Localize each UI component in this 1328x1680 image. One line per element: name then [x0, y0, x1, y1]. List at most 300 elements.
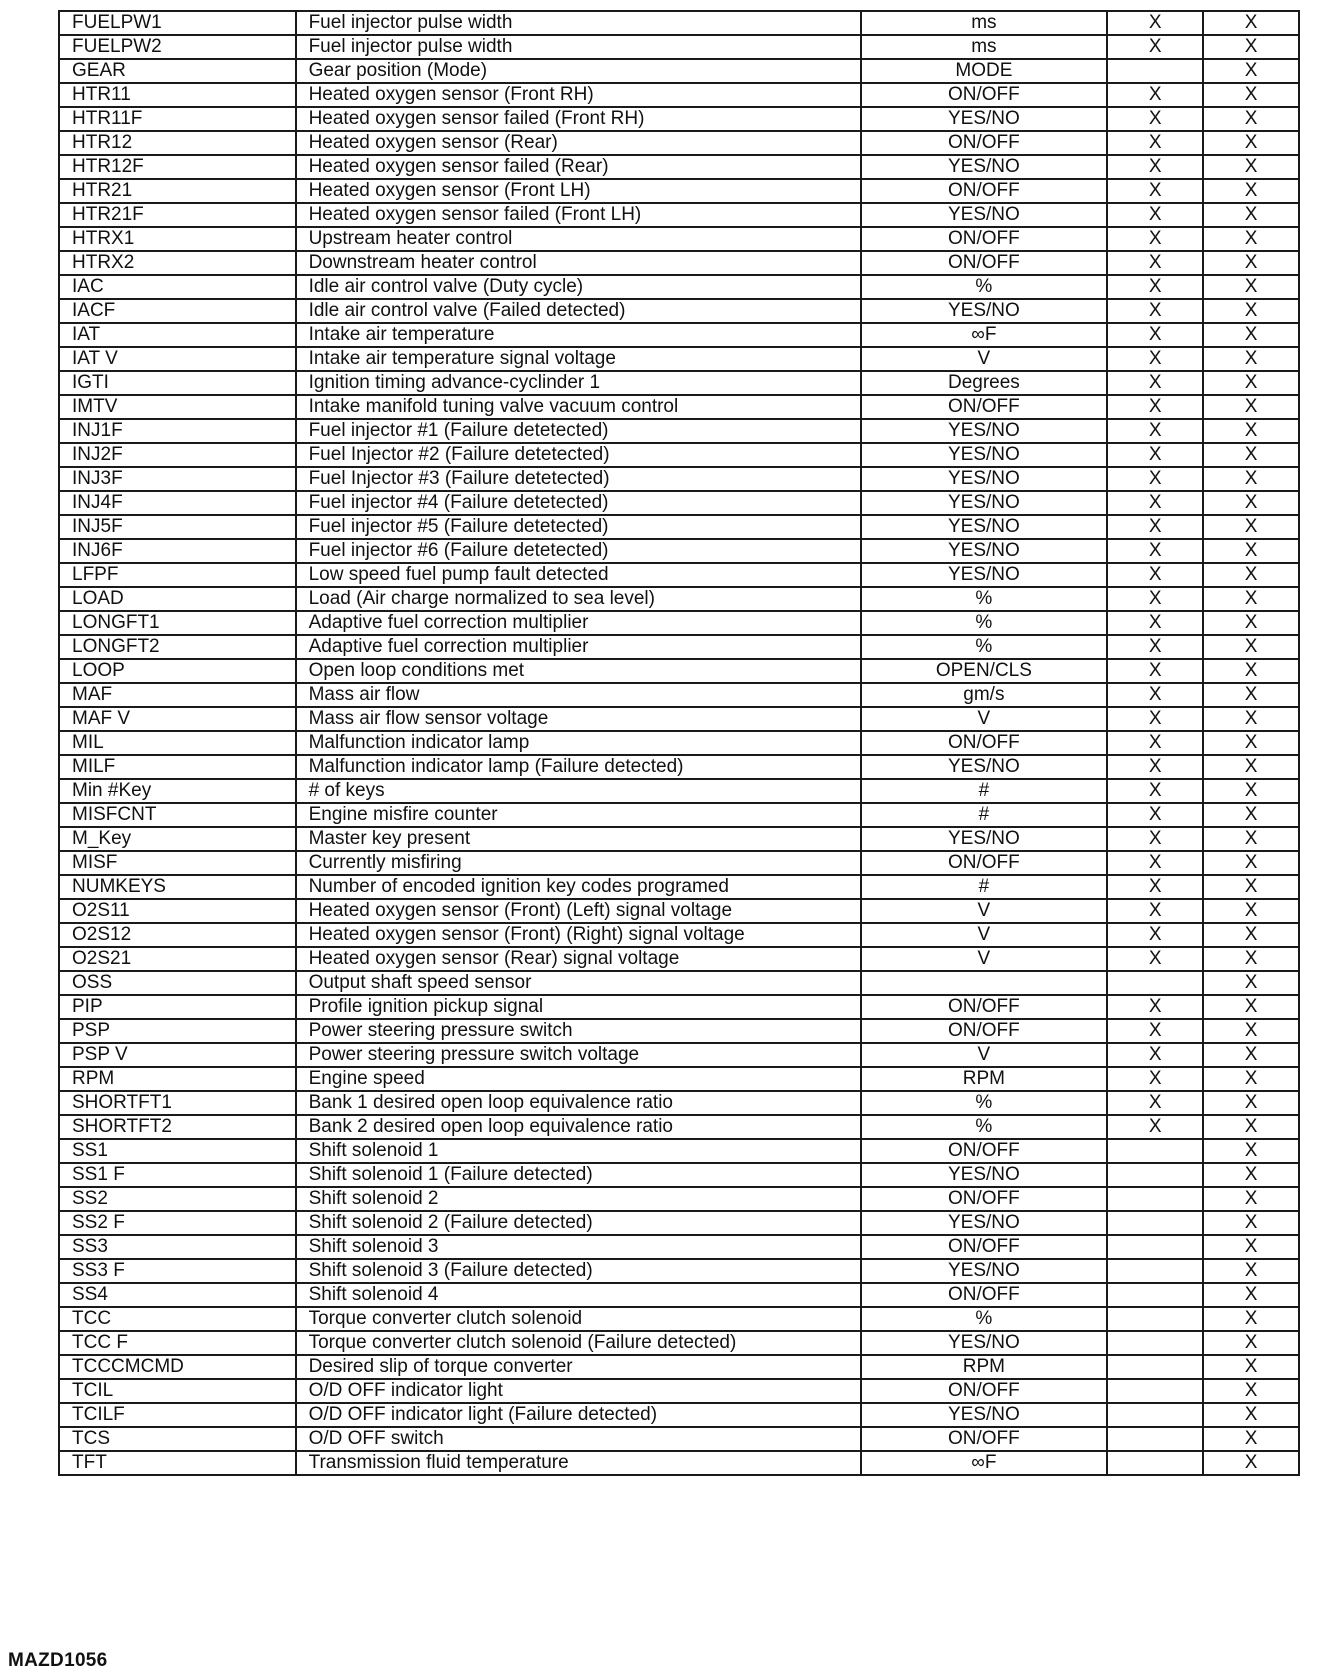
mark-cell-1	[1107, 1331, 1203, 1355]
table-row	[59, 683, 1299, 707]
mark-cell-2: X	[1203, 1067, 1299, 1091]
pid-cell: INJ1F	[59, 419, 296, 443]
mark-cell-2: X	[1203, 827, 1299, 851]
description-cell: Intake air temperature signal voltage	[296, 347, 861, 371]
pid-cell: INJ5F	[59, 515, 296, 539]
mark-cell-2: X	[1203, 731, 1299, 755]
table-row	[59, 899, 1299, 923]
unit-cell: ms	[861, 11, 1108, 35]
mark-cell-1: X	[1107, 539, 1203, 563]
table-row	[59, 1091, 1299, 1115]
pid-cell: INJ4F	[59, 491, 296, 515]
pid-cell: LOOP	[59, 659, 296, 683]
table-row	[59, 323, 1299, 347]
description-cell: Upstream heater control	[296, 227, 861, 251]
table-row	[59, 1379, 1299, 1403]
unit-cell: YES/NO	[861, 515, 1108, 539]
table-row	[59, 1187, 1299, 1211]
mark-cell-1	[1107, 1307, 1203, 1331]
unit-cell: ON/OFF	[861, 1019, 1108, 1043]
table-row	[59, 1307, 1299, 1331]
pid-cell: MISF	[59, 851, 296, 875]
table-row	[59, 1283, 1299, 1307]
description-cell: Fuel injector #5 (Failure detetected)	[296, 515, 861, 539]
unit-cell: ON/OFF	[861, 1187, 1108, 1211]
unit-cell	[861, 971, 1108, 995]
mark-cell-2: X	[1203, 1307, 1299, 1331]
table-row	[59, 1427, 1299, 1451]
pid-cell: MAF	[59, 683, 296, 707]
mark-cell-1: X	[1107, 35, 1203, 59]
pid-cell: Min #Key	[59, 779, 296, 803]
pid-cell: TFT	[59, 1451, 296, 1475]
table-row	[59, 1331, 1299, 1355]
table-row	[59, 251, 1299, 275]
mark-cell-2: X	[1203, 539, 1299, 563]
mark-cell-2: X	[1203, 1403, 1299, 1427]
unit-cell: YES/NO	[861, 1331, 1108, 1355]
unit-cell: YES/NO	[861, 1211, 1108, 1235]
description-cell: Engine misfire counter	[296, 803, 861, 827]
mark-cell-1	[1107, 1163, 1203, 1187]
mark-cell-1: X	[1107, 587, 1203, 611]
table-row	[59, 1403, 1299, 1427]
mark-cell-2: X	[1203, 803, 1299, 827]
mark-cell-1	[1107, 1427, 1203, 1451]
unit-cell: YES/NO	[861, 1163, 1108, 1187]
mark-cell-2: X	[1203, 155, 1299, 179]
mark-cell-2: X	[1203, 683, 1299, 707]
pid-cell: PIP	[59, 995, 296, 1019]
mark-cell-2: X	[1203, 227, 1299, 251]
description-cell: Shift solenoid 3	[296, 1235, 861, 1259]
table-row	[59, 107, 1299, 131]
pid-cell: PSP	[59, 1019, 296, 1043]
mark-cell-1	[1107, 59, 1203, 83]
mark-cell-2: X	[1203, 323, 1299, 347]
unit-cell: ON/OFF	[861, 83, 1108, 107]
mark-cell-2: X	[1203, 1043, 1299, 1067]
pid-cell: TCIL	[59, 1379, 296, 1403]
mark-cell-1: X	[1107, 731, 1203, 755]
mark-cell-2: X	[1203, 1259, 1299, 1283]
unit-cell: V	[861, 899, 1108, 923]
mark-cell-2: X	[1203, 299, 1299, 323]
mark-cell-2: X	[1203, 947, 1299, 971]
pid-cell: FUELPW2	[59, 35, 296, 59]
description-cell: Power steering pressure switch voltage	[296, 1043, 861, 1067]
description-cell: Heated oxygen sensor (Front) (Right) signal voltage	[296, 923, 861, 947]
unit-cell: ON/OFF	[861, 851, 1108, 875]
description-cell: Heated oxygen sensor (Rear) signal voltage	[296, 947, 861, 971]
description-cell: Mass air flow sensor voltage	[296, 707, 861, 731]
description-cell: Idle air control valve (Duty cycle)	[296, 275, 861, 299]
mark-cell-1: X	[1107, 803, 1203, 827]
pid-table	[58, 10, 1300, 1476]
mark-cell-1: X	[1107, 395, 1203, 419]
unit-cell: %	[861, 275, 1108, 299]
description-cell: Heated oxygen sensor failed (Front RH)	[296, 107, 861, 131]
description-cell: Shift solenoid 2	[296, 1187, 861, 1211]
description-cell: Currently misfiring	[296, 851, 861, 875]
mark-cell-1: X	[1107, 251, 1203, 275]
unit-cell: %	[861, 1307, 1108, 1331]
table-row	[59, 491, 1299, 515]
unit-cell: ON/OFF	[861, 179, 1108, 203]
mark-cell-1	[1107, 1139, 1203, 1163]
description-cell: Fuel injector pulse width	[296, 35, 861, 59]
mark-cell-1: X	[1107, 923, 1203, 947]
mark-cell-1: X	[1107, 131, 1203, 155]
pid-cell: MISFCNT	[59, 803, 296, 827]
mark-cell-1: X	[1107, 683, 1203, 707]
table-row	[59, 995, 1299, 1019]
table-row	[59, 1163, 1299, 1187]
table-row	[59, 443, 1299, 467]
unit-cell: V	[861, 947, 1108, 971]
table-row	[59, 851, 1299, 875]
mark-cell-1: X	[1107, 419, 1203, 443]
unit-cell: YES/NO	[861, 467, 1108, 491]
mark-cell-1	[1107, 1235, 1203, 1259]
description-cell: Downstream heater control	[296, 251, 861, 275]
description-cell: Heated oxygen sensor failed (Rear)	[296, 155, 861, 179]
pid-cell: IAC	[59, 275, 296, 299]
unit-cell: ON/OFF	[861, 1427, 1108, 1451]
description-cell: Load (Air charge normalized to sea level)	[296, 587, 861, 611]
mark-cell-1: X	[1107, 779, 1203, 803]
unit-cell: ms	[861, 35, 1108, 59]
mark-cell-1: X	[1107, 467, 1203, 491]
mark-cell-1: X	[1107, 1115, 1203, 1139]
mark-cell-1: X	[1107, 1067, 1203, 1091]
mark-cell-1: X	[1107, 203, 1203, 227]
table-row	[59, 731, 1299, 755]
unit-cell: ON/OFF	[861, 1235, 1108, 1259]
mark-cell-1: X	[1107, 755, 1203, 779]
description-cell: Fuel Injector #2 (Failure detetected)	[296, 443, 861, 467]
figure-id: MAZD1056	[8, 1650, 108, 1671]
table-row	[59, 35, 1299, 59]
unit-cell: YES/NO	[861, 755, 1108, 779]
mark-cell-2: X	[1203, 755, 1299, 779]
mark-cell-1: X	[1107, 83, 1203, 107]
mark-cell-1: X	[1107, 635, 1203, 659]
description-cell: Heated oxygen sensor (Front) (Left) signal voltage	[296, 899, 861, 923]
mark-cell-2: X	[1203, 443, 1299, 467]
mark-cell-2: X	[1203, 179, 1299, 203]
description-cell: Desired slip of torque converter	[296, 1355, 861, 1379]
mark-cell-1: X	[1107, 659, 1203, 683]
mark-cell-1	[1107, 1403, 1203, 1427]
description-cell: Fuel injector #4 (Failure detetected)	[296, 491, 861, 515]
pid-cell: IMTV	[59, 395, 296, 419]
pid-cell: PSP V	[59, 1043, 296, 1067]
unit-cell: V	[861, 707, 1108, 731]
mark-cell-1: X	[1107, 947, 1203, 971]
mark-cell-2: X	[1203, 923, 1299, 947]
mark-cell-2: X	[1203, 1211, 1299, 1235]
unit-cell: #	[861, 875, 1108, 899]
mark-cell-1: X	[1107, 491, 1203, 515]
description-cell: Intake air temperature	[296, 323, 861, 347]
unit-cell: YES/NO	[861, 1259, 1108, 1283]
mark-cell-2: X	[1203, 107, 1299, 131]
mark-cell-1	[1107, 1379, 1203, 1403]
unit-cell: YES/NO	[861, 203, 1108, 227]
unit-cell: gm/s	[861, 683, 1108, 707]
unit-cell: ON/OFF	[861, 1379, 1108, 1403]
mark-cell-2: X	[1203, 899, 1299, 923]
mark-cell-1: X	[1107, 227, 1203, 251]
unit-cell: #	[861, 779, 1108, 803]
pid-cell: HTR12	[59, 131, 296, 155]
table-row	[59, 59, 1299, 83]
table-row	[59, 1211, 1299, 1235]
mark-cell-1: X	[1107, 443, 1203, 467]
pid-cell: SS3	[59, 1235, 296, 1259]
pid-cell: LOAD	[59, 587, 296, 611]
mark-cell-2: X	[1203, 1163, 1299, 1187]
unit-cell: YES/NO	[861, 443, 1108, 467]
table-row	[59, 419, 1299, 443]
table-row	[59, 1451, 1299, 1475]
description-cell: O/D OFF switch	[296, 1427, 861, 1451]
pid-table-body	[59, 11, 1299, 1475]
pid-cell: HTR21	[59, 179, 296, 203]
mark-cell-1	[1107, 1211, 1203, 1235]
unit-cell: V	[861, 923, 1108, 947]
pid-cell: TCS	[59, 1427, 296, 1451]
mark-cell-2: X	[1203, 611, 1299, 635]
mark-cell-2: X	[1203, 515, 1299, 539]
table-row	[59, 11, 1299, 35]
mark-cell-2: X	[1203, 1187, 1299, 1211]
pid-cell: HTRX2	[59, 251, 296, 275]
description-cell: Heated oxygen sensor (Front RH)	[296, 83, 861, 107]
unit-cell: V	[861, 1043, 1108, 1067]
description-cell: Fuel injector #6 (Failure detetected)	[296, 539, 861, 563]
description-cell: Bank 1 desired open loop equivalence ratio	[296, 1091, 861, 1115]
mark-cell-1: X	[1107, 563, 1203, 587]
unit-cell: YES/NO	[861, 155, 1108, 179]
description-cell: Adaptive fuel correction multiplier	[296, 611, 861, 635]
mark-cell-2: X	[1203, 1379, 1299, 1403]
unit-cell: %	[861, 635, 1108, 659]
pid-cell: HTRX1	[59, 227, 296, 251]
description-cell: Fuel Injector #3 (Failure detetected)	[296, 467, 861, 491]
description-cell: Torque converter clutch solenoid	[296, 1307, 861, 1331]
description-cell: O/D OFF indicator light (Failure detected)	[296, 1403, 861, 1427]
mark-cell-2: X	[1203, 11, 1299, 35]
mark-cell-2: X	[1203, 347, 1299, 371]
pid-cell: INJ6F	[59, 539, 296, 563]
description-cell: O/D OFF indicator light	[296, 1379, 861, 1403]
unit-cell: ON/OFF	[861, 131, 1108, 155]
mark-cell-2: X	[1203, 635, 1299, 659]
unit-cell: YES/NO	[861, 563, 1108, 587]
mark-cell-1: X	[1107, 1019, 1203, 1043]
pid-cell: HTR11F	[59, 107, 296, 131]
mark-cell-1	[1107, 971, 1203, 995]
table-row	[59, 203, 1299, 227]
pid-cell: SHORTFT1	[59, 1091, 296, 1115]
pid-cell: IACF	[59, 299, 296, 323]
description-cell: Open loop conditions met	[296, 659, 861, 683]
table-row	[59, 1139, 1299, 1163]
mark-cell-2: X	[1203, 851, 1299, 875]
pid-cell: GEAR	[59, 59, 296, 83]
mark-cell-2: X	[1203, 83, 1299, 107]
table-row	[59, 563, 1299, 587]
table-row	[59, 1259, 1299, 1283]
description-cell: Transmission fluid temperature	[296, 1451, 861, 1475]
pid-cell: IAT	[59, 323, 296, 347]
table-row	[59, 1115, 1299, 1139]
mark-cell-1	[1107, 1187, 1203, 1211]
description-cell: Fuel injector pulse width	[296, 11, 861, 35]
table-row	[59, 467, 1299, 491]
mark-cell-1	[1107, 1355, 1203, 1379]
unit-cell: ON/OFF	[861, 1283, 1108, 1307]
table-row	[59, 659, 1299, 683]
mark-cell-2: X	[1203, 779, 1299, 803]
mark-cell-2: X	[1203, 995, 1299, 1019]
unit-cell: RPM	[861, 1067, 1108, 1091]
table-row	[59, 83, 1299, 107]
mark-cell-1: X	[1107, 107, 1203, 131]
pid-cell: TCC F	[59, 1331, 296, 1355]
pid-cell: LONGFT2	[59, 635, 296, 659]
unit-cell: #	[861, 803, 1108, 827]
pid-cell: HTR12F	[59, 155, 296, 179]
pid-cell: SS2 F	[59, 1211, 296, 1235]
unit-cell: ∞F	[861, 1451, 1108, 1475]
pid-cell: LFPF	[59, 563, 296, 587]
unit-cell: ON/OFF	[861, 1139, 1108, 1163]
description-cell: Output shaft speed sensor	[296, 971, 861, 995]
description-cell: Intake manifold tuning valve vacuum control	[296, 395, 861, 419]
mark-cell-2: X	[1203, 467, 1299, 491]
mark-cell-2: X	[1203, 875, 1299, 899]
description-cell: Power steering pressure switch	[296, 1019, 861, 1043]
table-row	[59, 227, 1299, 251]
pid-cell: MAF V	[59, 707, 296, 731]
mark-cell-1: X	[1107, 899, 1203, 923]
mark-cell-2: X	[1203, 491, 1299, 515]
pid-cell: IAT V	[59, 347, 296, 371]
pid-cell: SS1 F	[59, 1163, 296, 1187]
pid-cell: SS2	[59, 1187, 296, 1211]
table-row	[59, 515, 1299, 539]
unit-cell: ON/OFF	[861, 251, 1108, 275]
unit-cell: %	[861, 611, 1108, 635]
pid-cell: RPM	[59, 1067, 296, 1091]
mark-cell-1: X	[1107, 11, 1203, 35]
pid-cell: TCCCMCMD	[59, 1355, 296, 1379]
description-cell: Low speed fuel pump fault detected	[296, 563, 861, 587]
unit-cell: YES/NO	[861, 299, 1108, 323]
mark-cell-2: X	[1203, 563, 1299, 587]
table-row	[59, 371, 1299, 395]
unit-cell: %	[861, 1115, 1108, 1139]
mark-cell-1: X	[1107, 875, 1203, 899]
pid-cell: SHORTFT2	[59, 1115, 296, 1139]
description-cell: # of keys	[296, 779, 861, 803]
table-row	[59, 803, 1299, 827]
mark-cell-1: X	[1107, 611, 1203, 635]
unit-cell: ON/OFF	[861, 395, 1108, 419]
pid-cell: INJ3F	[59, 467, 296, 491]
description-cell: Fuel injector #1 (Failure detetected)	[296, 419, 861, 443]
table-row	[59, 539, 1299, 563]
mark-cell-1: X	[1107, 347, 1203, 371]
mark-cell-2: X	[1203, 587, 1299, 611]
mark-cell-2: X	[1203, 131, 1299, 155]
description-cell: Heated oxygen sensor (Rear)	[296, 131, 861, 155]
unit-cell: MODE	[861, 59, 1108, 83]
mark-cell-1: X	[1107, 155, 1203, 179]
mark-cell-1	[1107, 1451, 1203, 1475]
pid-cell: LONGFT1	[59, 611, 296, 635]
description-cell: Master key present	[296, 827, 861, 851]
description-cell: Number of encoded ignition key codes programed	[296, 875, 861, 899]
mark-cell-2: X	[1203, 1331, 1299, 1355]
pid-cell: SS4	[59, 1283, 296, 1307]
mark-cell-2: X	[1203, 1451, 1299, 1475]
pid-cell: TCC	[59, 1307, 296, 1331]
mark-cell-1: X	[1107, 179, 1203, 203]
pid-cell: MILF	[59, 755, 296, 779]
mark-cell-1: X	[1107, 371, 1203, 395]
table-row	[59, 755, 1299, 779]
table-row	[59, 875, 1299, 899]
mark-cell-2: X	[1203, 707, 1299, 731]
description-cell: Malfunction indicator lamp (Failure detected)	[296, 755, 861, 779]
mark-cell-1: X	[1107, 851, 1203, 875]
description-cell: Profile ignition pickup signal	[296, 995, 861, 1019]
pid-cell: SS3 F	[59, 1259, 296, 1283]
description-cell: Gear position (Mode)	[296, 59, 861, 83]
table-row	[59, 1355, 1299, 1379]
mark-cell-1: X	[1107, 275, 1203, 299]
pid-cell: OSS	[59, 971, 296, 995]
table-row	[59, 275, 1299, 299]
description-cell: Bank 2 desired open loop equivalence ratio	[296, 1115, 861, 1139]
unit-cell: %	[861, 587, 1108, 611]
unit-cell: OPEN/CLS	[861, 659, 1108, 683]
description-cell: Malfunction indicator lamp	[296, 731, 861, 755]
mark-cell-2: X	[1203, 203, 1299, 227]
description-cell: Adaptive fuel correction multiplier	[296, 635, 861, 659]
mark-cell-1: X	[1107, 995, 1203, 1019]
pid-cell: MIL	[59, 731, 296, 755]
unit-cell: YES/NO	[861, 827, 1108, 851]
mark-cell-2: X	[1203, 1427, 1299, 1451]
table-row	[59, 155, 1299, 179]
description-cell: Heated oxygen sensor (Front LH)	[296, 179, 861, 203]
pid-cell: IGTI	[59, 371, 296, 395]
pid-cell: NUMKEYS	[59, 875, 296, 899]
unit-cell: RPM	[861, 1355, 1108, 1379]
mark-cell-2: X	[1203, 59, 1299, 83]
mark-cell-2: X	[1203, 1283, 1299, 1307]
table-row	[59, 707, 1299, 731]
table-row	[59, 1067, 1299, 1091]
description-cell: Idle air control valve (Failed detected)	[296, 299, 861, 323]
pid-cell: HTR11	[59, 83, 296, 107]
unit-cell: ON/OFF	[861, 227, 1108, 251]
